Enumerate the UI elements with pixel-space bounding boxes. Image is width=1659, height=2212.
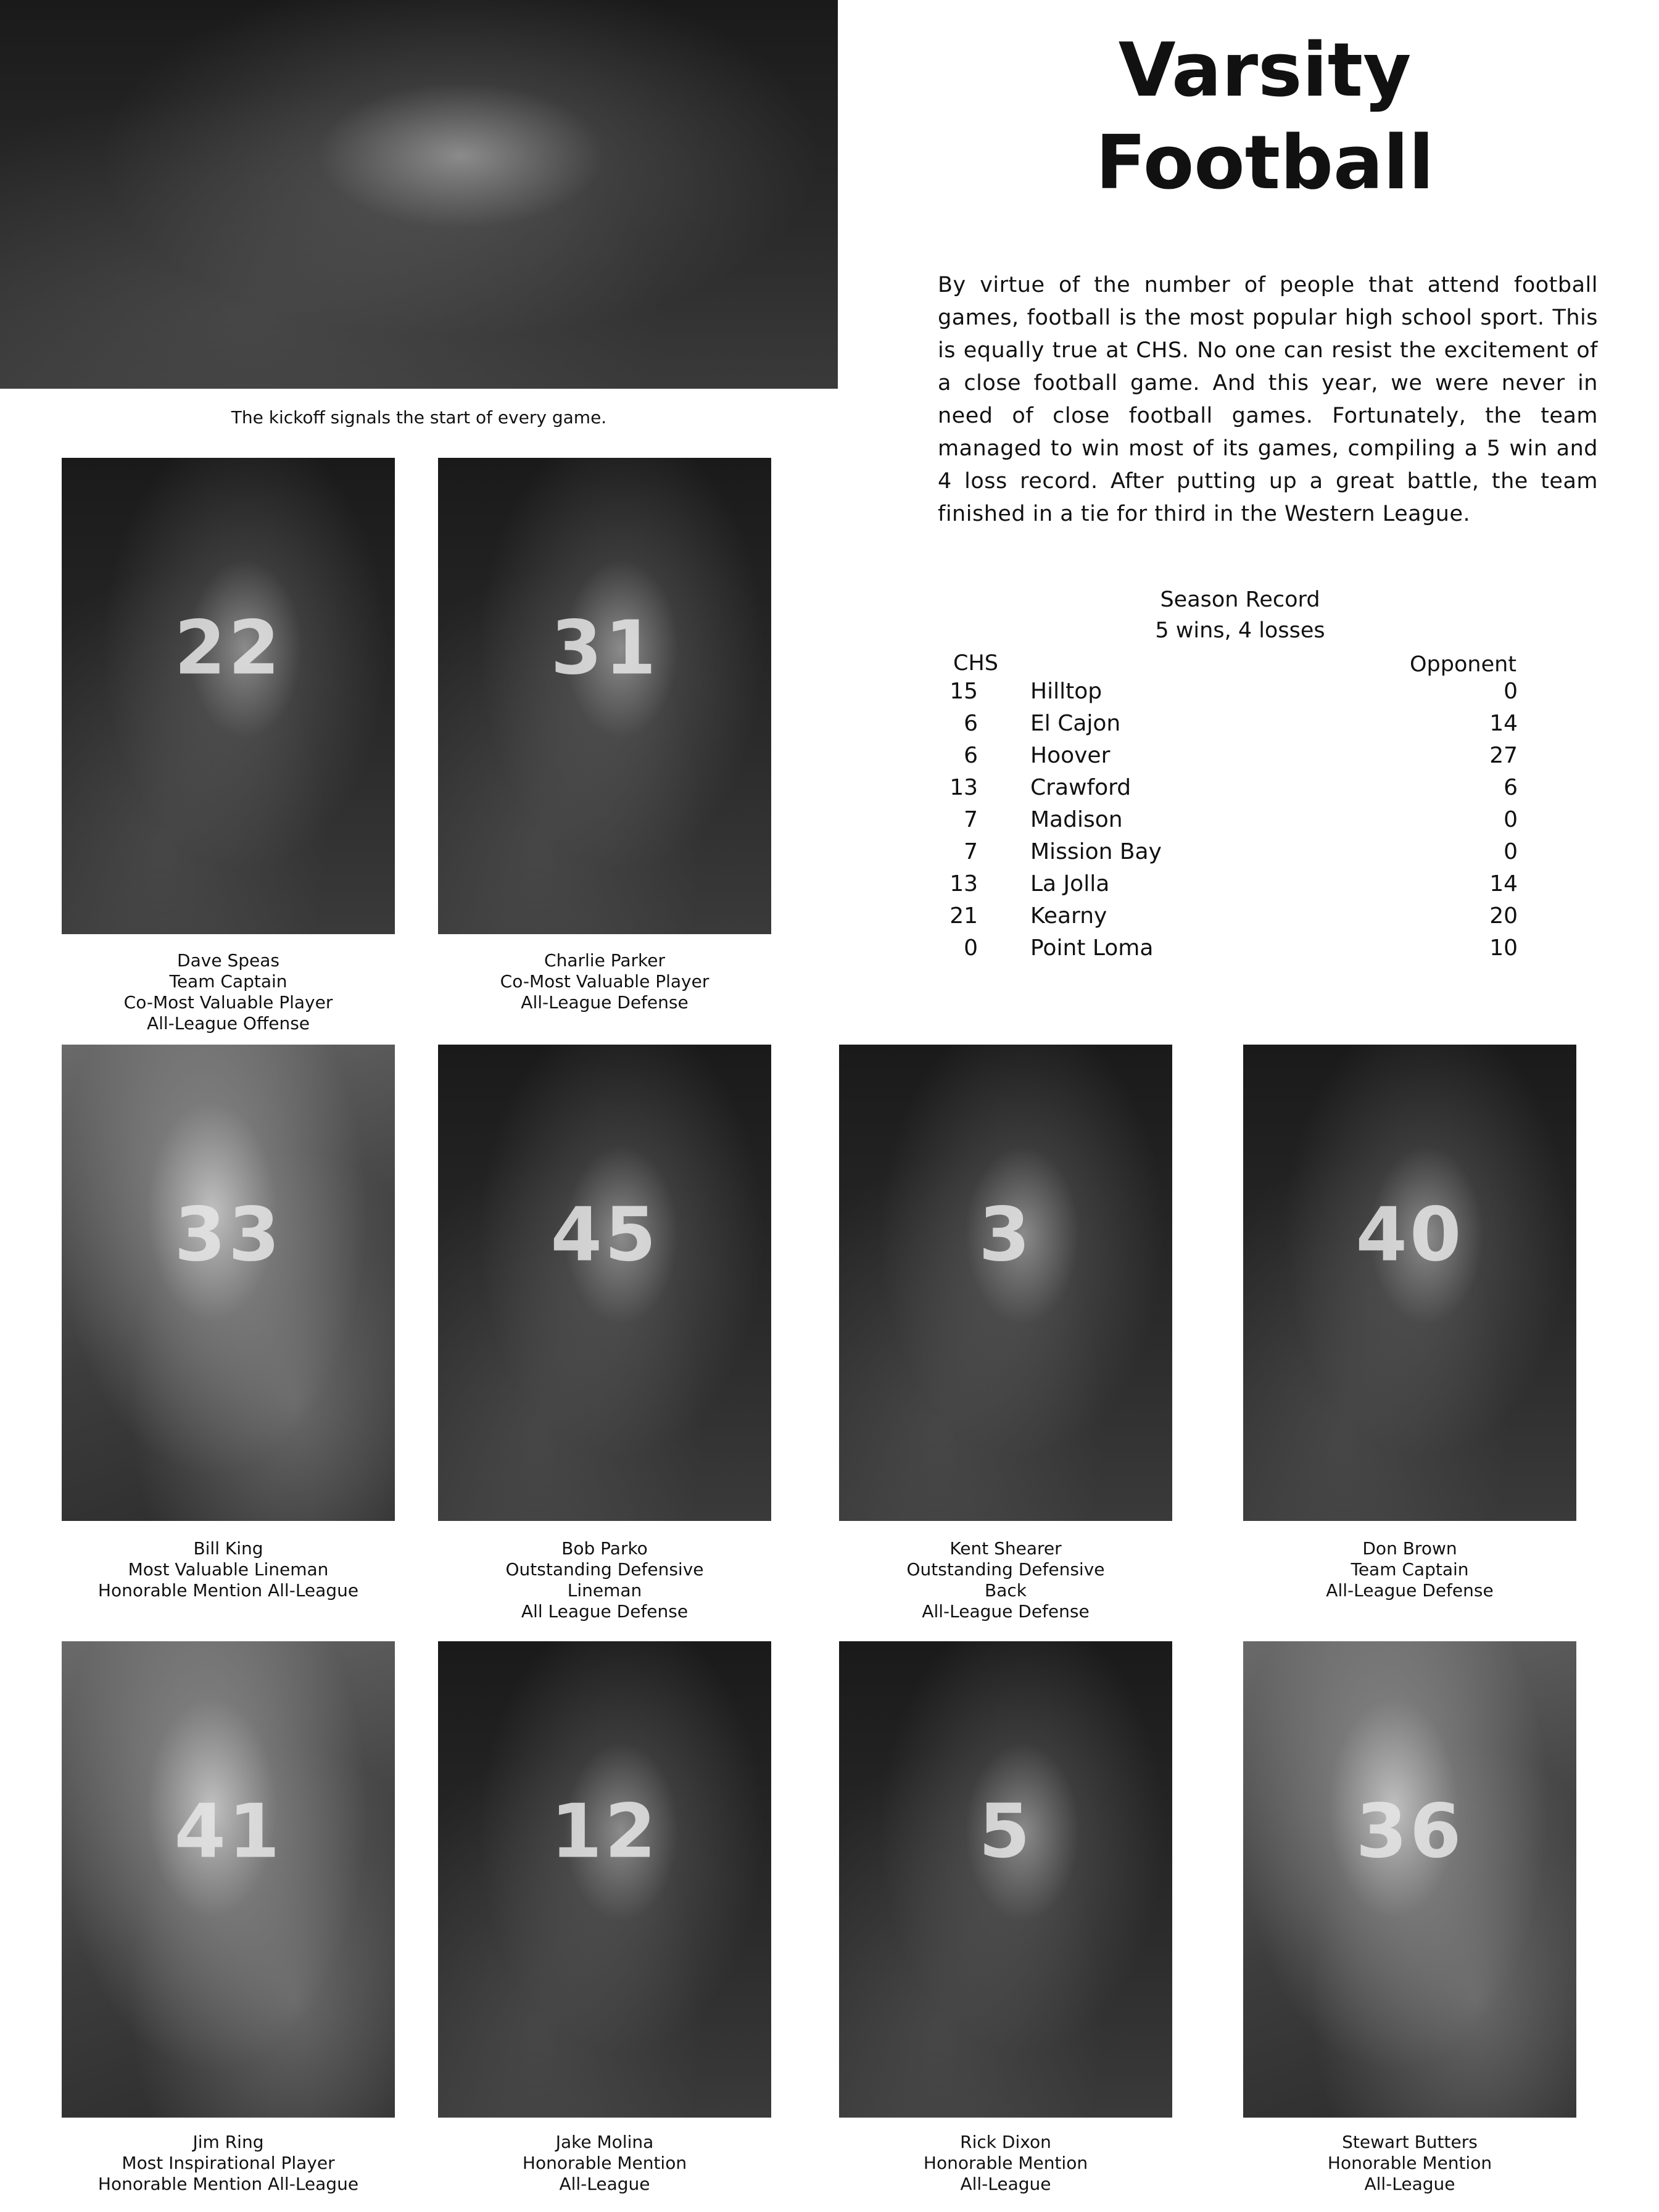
player-caption: [413, 950, 796, 1013]
player-caption: [814, 1538, 1197, 1622]
jersey-number: 31: [550, 605, 659, 692]
player-caption: [37, 2132, 420, 2195]
chs-score: 7: [964, 839, 978, 864]
player-honor: All-League Defense: [922, 1601, 1090, 1622]
player-honor: Honorable Mention All-League: [97, 2174, 359, 2194]
player-honor: Most Inspirational Player: [122, 2153, 335, 2173]
record-row: [944, 900, 1518, 932]
record-row: [944, 740, 1518, 772]
player-honor: Most Valuable Lineman: [128, 1559, 329, 1580]
page-title-line2: Football: [1095, 120, 1434, 206]
col-header-opponent: Opponent: [1410, 652, 1517, 677]
player-honor: All-League Defense: [521, 992, 689, 1013]
player-honor: All League Defense: [521, 1601, 689, 1622]
record-row: [944, 932, 1518, 964]
opponent-score: 14: [1489, 711, 1518, 736]
player-photo: [1243, 1641, 1576, 2118]
jersey-number: 36: [1355, 1789, 1464, 1875]
season-record-summary: 5 wins, 4 losses: [1155, 618, 1325, 643]
chs-score: 0: [964, 935, 978, 961]
chs-score: 21: [949, 903, 978, 929]
player-photo: [839, 1045, 1172, 1521]
opponent-score: 0: [1504, 807, 1518, 832]
player-honor: Honorable Mention All-League: [97, 1580, 359, 1601]
player-honor: All-League Defense: [1326, 1580, 1494, 1601]
jersey-number: 41: [174, 1789, 283, 1875]
player-honor: All-League: [960, 2174, 1051, 2194]
chs-score: 13: [949, 871, 978, 897]
opponent-name: Mission Bay: [1030, 839, 1162, 864]
player-honor: Honorable Mention: [923, 2153, 1088, 2173]
player-honor: All-League: [1364, 2174, 1455, 2194]
opponent-name: Kearny: [1030, 903, 1107, 929]
opponent-name: Hilltop: [1030, 679, 1103, 704]
record-row: [944, 868, 1518, 900]
player-caption: [37, 1538, 420, 1601]
player-photo: [839, 1641, 1172, 2118]
player-honor: Outstanding Defensive: [906, 1559, 1105, 1580]
player-caption: [413, 2132, 796, 2195]
record-row: [944, 676, 1518, 708]
opponent-score: 14: [1489, 871, 1518, 897]
jersey-number: 22: [174, 605, 283, 692]
player-photo: [62, 458, 395, 934]
opponent-score: 6: [1504, 775, 1518, 800]
opponent-name: Madison: [1030, 807, 1123, 832]
jersey-number: 33: [174, 1192, 283, 1278]
chs-score: 7: [964, 807, 978, 832]
player-honor: All-League Offense: [146, 1013, 310, 1034]
player-photo: [438, 1641, 771, 2118]
opponent-name: La Jolla: [1030, 871, 1110, 897]
player-honor: Honorable Mention: [522, 2153, 687, 2173]
kickoff-caption: The kickoff signals the start of every game.: [231, 407, 607, 428]
player-photo: [438, 458, 771, 934]
player-name: Bill King: [193, 1538, 263, 1559]
player-honor: Back: [985, 1580, 1027, 1601]
player-honor: All-League: [559, 2174, 650, 2194]
player-name: Bob Parko: [561, 1538, 648, 1559]
player-name: Stewart Butters: [1342, 2132, 1478, 2152]
opponent-name: Point Loma: [1030, 935, 1154, 961]
player-name: Charlie Parker: [544, 950, 665, 971]
player-caption: [1218, 2132, 1601, 2195]
player-honor: Co-Most Valuable Player: [123, 992, 333, 1013]
chs-score: 13: [949, 775, 978, 800]
player-name: Jake Molina: [555, 2132, 654, 2152]
player-name: Dave Speas: [177, 950, 279, 971]
opponent-name: El Cajon: [1030, 711, 1121, 736]
chs-score: 6: [964, 743, 978, 768]
player-photo: [438, 1045, 771, 1521]
player-photo: [1243, 1045, 1576, 1521]
chs-score: 15: [949, 679, 978, 704]
season-record-title: Season Record: [1160, 587, 1320, 612]
player-photo: [62, 1045, 395, 1521]
player-caption: [1218, 1538, 1601, 1601]
jersey-number: 5: [978, 1789, 1033, 1875]
player-honor: Team Captain: [169, 971, 288, 992]
player-caption: [814, 2132, 1197, 2195]
opponent-score: 10: [1489, 935, 1518, 961]
player-honor: Outstanding Defensive: [505, 1559, 704, 1580]
opponent-score: 0: [1504, 679, 1518, 704]
player-caption: [413, 1538, 796, 1622]
record-row: [944, 772, 1518, 804]
record-row: [944, 708, 1518, 740]
record-row: [944, 804, 1518, 836]
player-name: Rick Dixon: [960, 2132, 1051, 2152]
col-header-chs: CHS: [953, 651, 998, 676]
player-name: Jim Ring: [192, 2132, 264, 2152]
jersey-number: 40: [1355, 1192, 1464, 1278]
player-honor: Co-Most Valuable Player: [500, 971, 710, 992]
opponent-score: 0: [1504, 839, 1518, 864]
record-row: [944, 836, 1518, 868]
jersey-number: 3: [978, 1192, 1033, 1278]
kickoff-photo: [0, 0, 838, 389]
jersey-number: 12: [550, 1789, 659, 1875]
player-honor: Team Captain: [1351, 1559, 1469, 1580]
player-name: Kent Shearer: [949, 1538, 1062, 1559]
opponent-name: Crawford: [1030, 775, 1132, 800]
intro-paragraph: By virtue of the number of people that attend football games, football is the most popular high school sport. This is equally true at CHS. No one can resist the excitement of a close football game. And this year, we were never in need of close football games. Fortunately, the team managed to win most of its games, compiling a 5 win and 4 loss record. After putting up a great battle, the team finished in a tie for third in the Western League.: [938, 273, 1598, 526]
page-title-line1: Varsity: [1118, 28, 1412, 114]
player-honor: Honorable Mention: [1327, 2153, 1492, 2173]
player-caption: [37, 950, 420, 1034]
player-honor: Lineman: [567, 1580, 642, 1601]
chs-score: 6: [964, 711, 978, 736]
opponent-score: 20: [1489, 903, 1518, 929]
opponent-name: Hoover: [1030, 743, 1111, 768]
opponent-score: 27: [1489, 743, 1518, 768]
jersey-number: 45: [550, 1192, 659, 1278]
player-photo: [62, 1641, 395, 2118]
player-name: Don Brown: [1362, 1538, 1457, 1559]
